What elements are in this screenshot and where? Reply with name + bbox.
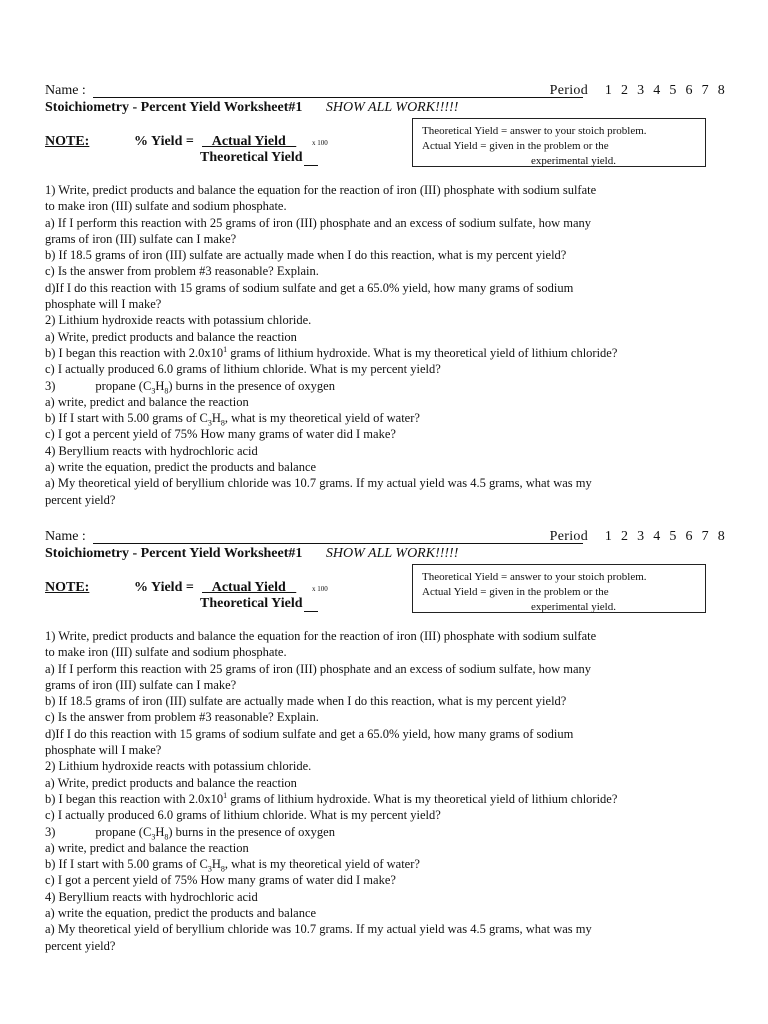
period-option: 5 bbox=[669, 83, 677, 98]
def-actual-yield-cont: experimental yield. bbox=[531, 155, 616, 167]
q3-sub-c: 3 bbox=[151, 386, 156, 396]
worksheet-title: Stoichiometry - Percent Yield Worksheet#1 bbox=[45, 100, 303, 115]
period-option: 8 bbox=[717, 529, 725, 544]
question-1a: a) If I perform this reaction with 25 grams of iron (III) phosphate and an excess of sodium sulfate, how many bbox=[45, 661, 592, 676]
name-row bbox=[45, 83, 725, 101]
title-row bbox=[45, 100, 458, 116]
question-1a-cont: grams of iron (III) sulfate can I make? bbox=[45, 231, 237, 246]
period-option: 3 bbox=[637, 83, 645, 98]
q3-h: H bbox=[155, 824, 165, 839]
question-1: 1) Write, predict products and balance the equation for the reaction of iron (III) phosphate with sodium sulfate bbox=[45, 183, 597, 197]
q3b-text: b) If I start with 5.00 grams of C bbox=[45, 857, 208, 872]
q3b-text-post: , what is my theoretical yield of water? bbox=[224, 411, 420, 426]
def-actual-yield: Actual Yield = given in the problem or the bbox=[422, 586, 609, 598]
question-2: 2) Lithium hydroxide reacts with potassium chloride. bbox=[45, 313, 312, 328]
percent-yield-formula bbox=[134, 580, 364, 614]
definitions-box bbox=[412, 564, 706, 613]
question-1d: d)If I do this reaction with 15 grams of sodium sulfate and get a 65.0% yield, how many grams of sodium bbox=[45, 726, 574, 741]
q3-h: H bbox=[155, 378, 165, 393]
name-label: Name : bbox=[45, 529, 86, 544]
question-1b: b) If 18.5 grams of iron (III) sulfate are actually made when I do this reaction, what is my percent yield? bbox=[45, 248, 567, 263]
question-1d-cont: phosphate will I make? bbox=[45, 743, 162, 758]
name-label: Name : bbox=[45, 83, 86, 98]
formula-multiplier: x 100 bbox=[312, 585, 328, 593]
question-4b-cont: percent yield? bbox=[45, 492, 116, 507]
question-2a: a) Write, predict products and balance the reaction bbox=[45, 775, 297, 790]
question-1-cont: to make iron (III) sulfate and sodium phosphate. bbox=[45, 645, 287, 660]
q3b-sub-c: 3 bbox=[207, 418, 212, 428]
period-label: Period bbox=[549, 529, 588, 544]
period-option: 7 bbox=[701, 529, 709, 544]
worksheet-title: Stoichiometry - Percent Yield Worksheet#1 bbox=[45, 546, 303, 561]
question-1-cont: to make iron (III) sulfate and sodium phosphate. bbox=[45, 199, 287, 214]
q3-number: 3) bbox=[45, 824, 56, 839]
q3-number: 3) bbox=[45, 378, 56, 393]
def-actual-yield-cont: experimental yield. bbox=[531, 601, 616, 613]
q3-sub-c: 3 bbox=[151, 832, 156, 842]
period-option: 8 bbox=[717, 83, 725, 98]
formula-underline bbox=[304, 611, 318, 612]
q3b-sub-h: 8 bbox=[220, 418, 225, 428]
formula-multiplier: x 100 bbox=[312, 139, 328, 147]
question-4b: a) My theoretical yield of beryllium chloride was 10.7 grams. If my actual yield was 4.5 grams, what was my bbox=[45, 476, 592, 491]
q2b-text: b) I began this reaction with 2.0x10 bbox=[45, 345, 224, 360]
question-3 bbox=[45, 824, 725, 840]
question-4a: a) write the equation, predict the products and balance bbox=[45, 906, 317, 921]
question-1d-cont: phosphate will I make? bbox=[45, 297, 162, 312]
period-option: 6 bbox=[685, 83, 693, 98]
question-1a: a) If I perform this reaction with 25 grams of iron (III) phosphate and an excess of sodium sulfate, how many bbox=[45, 215, 592, 230]
period-option: 2 bbox=[620, 529, 629, 544]
note-label: NOTE: bbox=[45, 580, 90, 595]
question-3b bbox=[45, 856, 725, 872]
question-1c: c) Is the answer from problem #3 reasonable? Explain. bbox=[45, 710, 319, 725]
period-option: 1 bbox=[604, 529, 613, 544]
formula-denominator: Theoretical Yield bbox=[200, 150, 303, 165]
question-2c: c) I actually produced 6.0 grams of lithium chloride. What is my percent yield? bbox=[45, 808, 441, 823]
percent-yield-formula bbox=[134, 134, 364, 168]
question-4: 4) Beryllium reacts with hydrochloric acid bbox=[45, 889, 258, 904]
show-all-work-note: SHOW ALL WORK!!!!! bbox=[325, 100, 459, 115]
period-option: 3 bbox=[637, 529, 645, 544]
worksheet-copy-2 bbox=[0, 526, 768, 966]
question-2a: a) Write, predict products and balance the reaction bbox=[45, 329, 297, 344]
q3b-sub-c: 3 bbox=[207, 864, 212, 874]
question-4b-cont: percent yield? bbox=[45, 938, 116, 953]
q3-text: propane (C bbox=[95, 824, 152, 839]
q3-sub-h: 8 bbox=[164, 386, 169, 396]
formula-underline bbox=[304, 165, 318, 166]
question-list bbox=[45, 628, 725, 954]
formula-denominator: Theoretical Yield bbox=[200, 596, 303, 611]
formula-label: % Yield = bbox=[134, 134, 194, 149]
q2b-exponent: 1 bbox=[223, 790, 228, 800]
period-option: 1 bbox=[604, 83, 613, 98]
question-1b: b) If 18.5 grams of iron (III) sulfate are actually made when I do this reaction, what is my percent yield? bbox=[45, 694, 567, 709]
def-actual-yield: Actual Yield = given in the problem or the bbox=[422, 140, 609, 152]
period-selector bbox=[545, 529, 725, 545]
name-blank-line bbox=[93, 97, 583, 98]
q2b-text-post: grams of lithium hydroxide. What is my theoretical yield of lithium chloride? bbox=[227, 791, 618, 806]
q3b-h: H bbox=[211, 411, 221, 426]
question-3a: a) write, predict and balance the reaction bbox=[45, 394, 249, 409]
question-4b: a) My theoretical yield of beryllium chloride was 10.7 grams. If my actual yield was 4.5 grams, what was my bbox=[45, 922, 592, 937]
q2b-text: b) I began this reaction with 2.0x10 bbox=[45, 791, 224, 806]
question-1: 1) Write, predict products and balance the equation for the reaction of iron (III) phosphate with sodium sulfate bbox=[45, 629, 597, 643]
question-list bbox=[45, 182, 725, 508]
question-2c: c) I actually produced 6.0 grams of lithium chloride. What is my percent yield? bbox=[45, 362, 441, 377]
name-row bbox=[45, 529, 725, 547]
question-2: 2) Lithium hydroxide reacts with potassium chloride. bbox=[45, 759, 312, 774]
q3-sub-h: 8 bbox=[164, 832, 169, 842]
q3b-text-post: , what is my theoretical yield of water? bbox=[224, 857, 420, 872]
def-theoretical-yield: Theoretical Yield = answer to your stoich problem. bbox=[422, 571, 647, 583]
formula-numerator: Actual Yield bbox=[202, 580, 297, 595]
period-option: 4 bbox=[653, 529, 661, 544]
question-3c: c) I got a percent yield of 75% How many grams of water did I make? bbox=[45, 427, 396, 442]
def-theoretical-yield: Theoretical Yield = answer to your stoich problem. bbox=[422, 125, 647, 137]
q2b-text-post: grams of lithium hydroxide. What is my theoretical yield of lithium chloride? bbox=[227, 345, 618, 360]
question-2b bbox=[45, 345, 725, 361]
note-label: NOTE: bbox=[45, 134, 90, 149]
period-option: 6 bbox=[685, 529, 693, 544]
formula-numerator: Actual Yield bbox=[202, 134, 297, 149]
q3b-text: b) If I start with 5.00 grams of C bbox=[45, 411, 208, 426]
q2b-exponent: 1 bbox=[223, 344, 228, 354]
worksheet-copy-1 bbox=[0, 80, 768, 520]
formula-label: % Yield = bbox=[134, 580, 194, 595]
period-option: 7 bbox=[701, 83, 709, 98]
q3b-sub-h: 8 bbox=[220, 864, 225, 874]
question-4a: a) write the equation, predict the products and balance bbox=[45, 460, 317, 475]
question-1a-cont: grams of iron (III) sulfate can I make? bbox=[45, 677, 237, 692]
question-3c: c) I got a percent yield of 75% How many grams of water did I make? bbox=[45, 873, 396, 888]
q3b-h: H bbox=[211, 857, 221, 872]
title-row bbox=[45, 546, 458, 562]
question-1c: c) Is the answer from problem #3 reasonable? Explain. bbox=[45, 264, 319, 279]
question-3b bbox=[45, 410, 725, 426]
period-option: 4 bbox=[653, 83, 661, 98]
question-3 bbox=[45, 378, 725, 394]
q3-text-post: ) burns in the presence of oxygen bbox=[168, 824, 335, 839]
period-option: 5 bbox=[669, 529, 677, 544]
q3-text: propane (C bbox=[95, 378, 152, 393]
q3-text-post: ) burns in the presence of oxygen bbox=[168, 378, 335, 393]
question-4: 4) Beryllium reacts with hydrochloric acid bbox=[45, 443, 258, 458]
period-label: Period bbox=[549, 83, 588, 98]
question-3a: a) write, predict and balance the reaction bbox=[45, 840, 249, 855]
period-option: 2 bbox=[620, 83, 629, 98]
question-1d: d)If I do this reaction with 15 grams of sodium sulfate and get a 65.0% yield, how many grams of sodium bbox=[45, 280, 574, 295]
question-2b bbox=[45, 791, 725, 807]
name-blank-line bbox=[93, 543, 583, 544]
period-selector bbox=[545, 83, 725, 99]
definitions-box bbox=[412, 118, 706, 167]
show-all-work-note: SHOW ALL WORK!!!!! bbox=[325, 546, 459, 561]
